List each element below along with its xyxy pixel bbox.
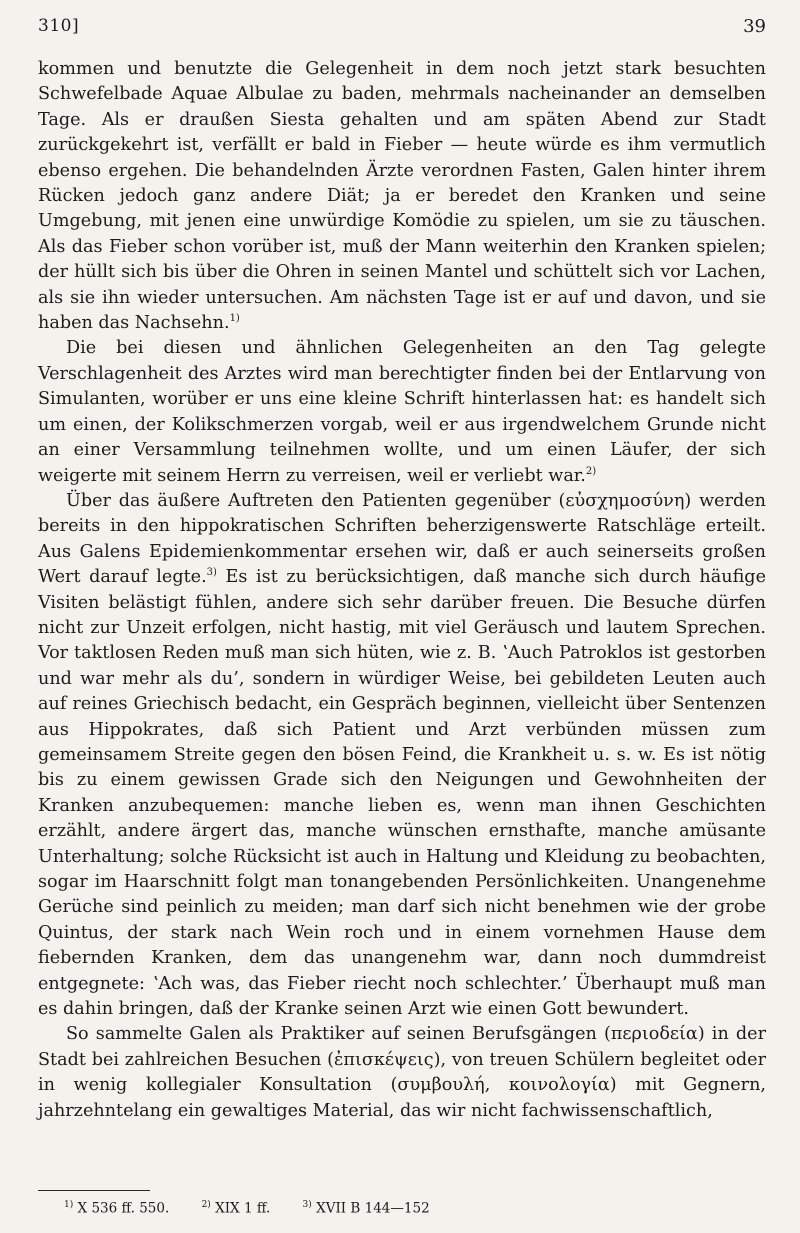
paragraph-4 xyxy=(38,1022,766,1124)
paragraph-2-text: Die bei diesen und ähnlichen Gelegenheiten an den Tag gelegte Verschlagenheit des Arztes wird man berechtigter finden bei der Entlarvung von Simulanten, worüber er uns eine kleine Schrift hinterlassen hat: es handelt sich um einen, der Kolikschmerzen vorgab, weil er aus irgendwelchem Grunde nicht an einer Versammlung teilnehmen wollte, und um einen Läufer, der sich weigerte mit seinem Herrn zu verreisen, weil er verliebt war. xyxy=(38,338,766,486)
footnote-ref-3: 3) xyxy=(206,567,217,579)
paragraph-3-text-b: Es ist zu berücksichtigen, daß manche sich durch häufige Visiten belästigt fühlen, andere sich sehr darüber freuen. Die Besuche dürfen nicht zur Unzeit erfolgen, nicht hastig, mit viel Geräusch und lautem Sprechen. Vor taktlosen Reden muß man sich hüten, wie z. B. ʽAuch Patroklos ist gestorben und war mehr als du’, sondern in würdiger Weise, bei gebildeten Leuten auch auf reines Griechisch bedacht, ein Gespräch beginnen, vielleicht über Sentenzen aus Hippokrates, daß sich Patient und Arzt verbünden müssen zum gemeinsamem Streite gegen den bösen Feind, die Krankheit u. s. w. Es ist nötig bis zu einem gewissen Grade sich den Neigungen und Gewohnheiten der Kranken anzubequemen: manche lieben es, wenn man ihnen Geschichten erzählt, andere ärgert das, manche wünschen ernsthafte, manche amüsante Unterhaltung; solche Rücksicht ist auch in Haltung und Kleidung zu beobachten, sogar im Haarschnitt folgt man tonangebenden Persönlichkeiten. Unangenehme Gerüche sind peinlich zu meiden; man darf sich nicht benehmen wie der grobe Quintus, der stark nach Wein roch und in einem vornehmen Hause dem fiebernden Kranken, dem das unangenehm war, dann noch dummdreist entgegnete: ʽAch was, das Fieber riecht noch schlechter.’ Überhaupt muß man es dahin bringen, daß der Kranke seinen Arzt wie einen Gott bewundert. xyxy=(38,567,766,1020)
page-number: 39 xyxy=(743,16,766,37)
footnote-divider xyxy=(38,1190,150,1191)
footnote-3-text: XVII B 144—152 xyxy=(316,1200,430,1217)
running-header-left: 310] xyxy=(38,16,80,36)
footnote-ref-1: 1) xyxy=(229,313,240,325)
footnotes xyxy=(64,1200,458,1217)
paragraph-1 xyxy=(38,57,766,336)
paragraph-2 xyxy=(38,336,766,488)
paragraph-3 xyxy=(38,489,766,1023)
footnote-3 xyxy=(303,1200,430,1217)
footnote-2-text: XIX 1 ff. xyxy=(215,1200,271,1217)
paragraph-3-text-a: Über das äußere Auftreten den Patienten gegenüber (εὐσχημοσύνη) werden bereits in den hippokratischen Schriften beherzigenswerte Ratschläge erteilt. Aus Galens Epidemienkommentar ersehen wir, daß er auch seinerseits großen Wert darauf legte. xyxy=(38,490,766,588)
footnote-1-text: X 536 ff. 550. xyxy=(77,1200,170,1217)
footnote-2 xyxy=(202,1200,271,1217)
paragraph-4-text: So sammelte Galen als Praktiker auf seinen Berufsgängen (περιοδεία) in der Stadt bei zahlreichen Besuchen (ἐπισκέψεις), von treuen Schülern begleitet oder in wenig kollegialer Konsultation (συμβουλή, κοινολογία) mit Gegnern, jahrzehntelang ein gewaltiges Material, das wir nicht fachwissenschaftlich, xyxy=(38,1024,766,1121)
footnote-3-mark: 3) xyxy=(302,1200,312,1210)
footnote-1 xyxy=(64,1200,169,1217)
footnote-2-mark: 2) xyxy=(201,1200,211,1210)
footnote-1-mark: 1) xyxy=(64,1200,74,1210)
main-text xyxy=(38,57,766,1124)
paragraph-1-text: kommen und benutzte die Gelegenheit in dem noch jetzt stark besuchten Schwefelbade Aquae Albulae zu baden, mehrmals nacheinander an demselben Tage. Als er draußen Siesta gehalten und am späten Abend zur Stadt zurückgekehrt ist, verfällt er bald in Fieber — heute würde es ihm vermutlich ebenso ergehen. Die behandelnden Ärzte verordnen Fasten, Galen hinter ihrem Rücken jedoch ganz andere Diät; ja er beredet den Kranken und seine Umgebung, mit jenen eine unwürdige Komödie zu spielen, um sie zu täuschen. Als das Fieber schon vorüber ist, muß der Mann weiterhin den Kranken spielen; der hüllt sich bis über die Ohren in seinen Mantel und schüttelt sich vor Lachen, als sie ihn wieder untersuchen. Am nächsten Tage ist er auf und davon, und sie haben das Nachsehn. xyxy=(38,59,766,334)
footnote-ref-2: 2) xyxy=(585,465,597,477)
